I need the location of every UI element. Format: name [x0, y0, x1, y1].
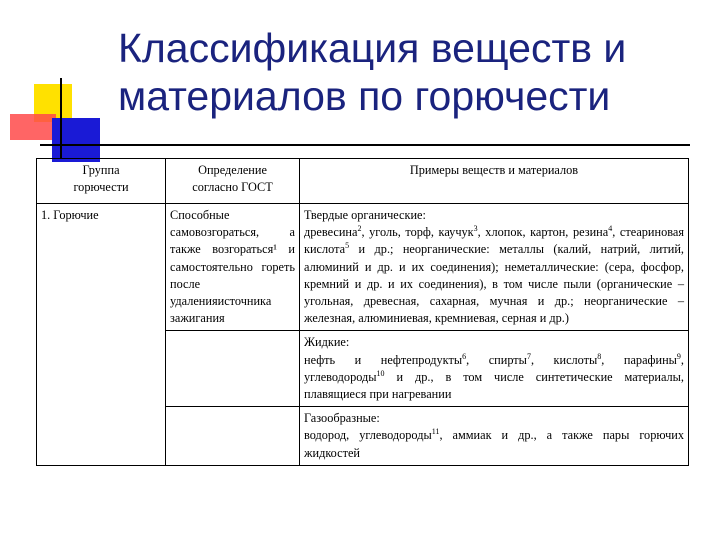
cell-definition: Способные самовозгораться, а также возгораться¹ и самостоятельно гореть после удаленияисточника зажигания	[166, 204, 300, 331]
cell-gas-examples	[300, 407, 689, 466]
title-line-1: Классификация веществ и	[118, 25, 627, 71]
liquid-text-4: , парафины	[601, 352, 677, 367]
gas-text-1: водород, углеводороды	[304, 428, 432, 443]
table-header-row	[37, 159, 689, 204]
title-line-2: материалов по горючести	[118, 73, 611, 119]
header-definition	[166, 159, 300, 204]
cell-liquid-examples	[300, 331, 689, 407]
cell-empty-definition-liquid	[166, 331, 300, 407]
header-examples: Примеры веществ и материалов	[300, 159, 689, 204]
solid-heading: Твердые органические:	[304, 208, 426, 222]
decor-red-rectangle	[10, 114, 56, 140]
solid-text-2: , уголь, торф, каучук	[361, 225, 474, 240]
footnote-4: 4	[608, 224, 613, 234]
liquid-text-6: и др., в том числе синтетические материалы, плавящиеся при нагревании	[304, 369, 684, 402]
cell-solid-examples	[300, 204, 689, 331]
header-group-line2: горючести	[73, 180, 129, 195]
liquid-text-1: нефть и нефтепродукты	[304, 352, 463, 367]
cell-group: 1. Горючие	[37, 204, 166, 466]
footnote-8: 8	[597, 351, 602, 361]
cell-empty-definition-gas	[166, 407, 300, 466]
footnote-3: 3	[473, 224, 478, 234]
decor-horizontal-line	[40, 144, 690, 146]
header-definition-line2: согласно ГОСТ	[192, 180, 273, 195]
liquid-heading: Жидкие:	[304, 335, 350, 350]
liquid-text-3: , кислоты	[530, 352, 598, 367]
liquid-text-2: , спирты	[466, 352, 527, 367]
solid-text-3: , хлопок, картон, резина	[477, 225, 609, 240]
header-group-line1: Группа	[82, 163, 120, 177]
footnote-5: 5	[345, 241, 350, 251]
footnote-9: 9	[676, 351, 681, 361]
footnote-10: 10	[376, 368, 385, 378]
solid-text-4: , стеариновая кислота	[304, 225, 684, 257]
header-definition-line1: Определение	[198, 163, 267, 177]
gas-text-2: , аммиак и др., а также пары горючих жидкостей	[304, 428, 684, 460]
gas-heading: Газообразные:	[304, 411, 380, 426]
classification-table	[36, 158, 689, 466]
slide-title	[118, 24, 708, 120]
solid-text-5: и др.; неорганические: металлы (калий, натрий, литий, алюминий и др. и их соединения); неметаллические: (сера, фосфор, кремний и др. и их соединения), в том числе пыли (органические – угольная, древесная, сахарная, мучная и др.; неорганические – железная, алюминиевая, кремниевая, серная и др.)	[304, 242, 684, 326]
footnote-6: 6	[462, 351, 467, 361]
solid-text-1: древесина	[304, 225, 358, 240]
footnote-11: 11	[431, 427, 440, 437]
footnote-7: 7	[526, 351, 531, 361]
liquid-text-5: , углеводороды	[304, 352, 684, 384]
decor-vertical-line	[60, 78, 62, 158]
header-group	[37, 159, 166, 204]
table-row	[37, 204, 689, 331]
footnote-2: 2	[357, 224, 362, 234]
